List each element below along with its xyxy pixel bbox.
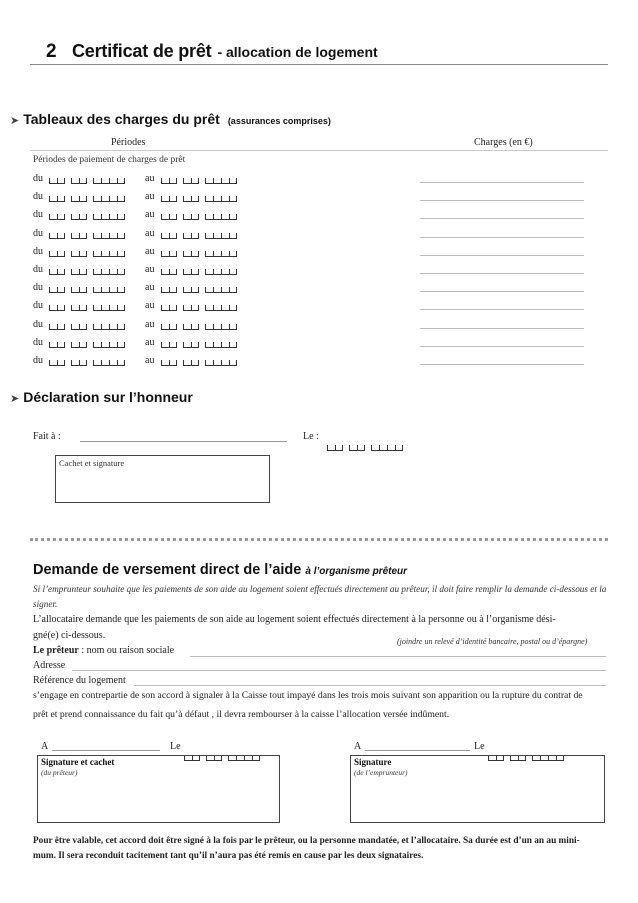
charge-row xyxy=(33,279,243,293)
signature-preteur-box[interactable] xyxy=(37,755,280,823)
charge-amount-field[interactable] xyxy=(420,364,584,365)
to-date-field[interactable] xyxy=(161,319,243,330)
periods-intro: Périodes de paiement de charges de prêt xyxy=(33,155,186,165)
charge-amount-field[interactable] xyxy=(420,328,584,329)
to-date-field[interactable] xyxy=(161,246,243,257)
reference-label: Référence du logement xyxy=(33,675,126,686)
charge-amount-field[interactable] xyxy=(420,218,584,219)
charge-row xyxy=(33,188,243,202)
honneur-date-field[interactable] xyxy=(327,433,409,451)
charge-amount-field[interactable] xyxy=(420,273,584,274)
fait-field[interactable] xyxy=(80,441,287,442)
charge-amount-field[interactable] xyxy=(420,346,584,347)
date-comb[interactable] xyxy=(49,324,131,330)
section-separator xyxy=(30,538,608,541)
to-date-field[interactable] xyxy=(161,282,243,293)
from-label: du xyxy=(33,300,43,311)
to-label: au xyxy=(145,228,155,239)
to-date-field[interactable] xyxy=(161,264,243,275)
charges-title: Tableaux des charges du prêt xyxy=(23,111,220,127)
from-date-field[interactable] xyxy=(49,319,131,330)
date-comb[interactable] xyxy=(161,287,243,293)
charge-row xyxy=(33,170,243,184)
signature-emprunteur-box[interactable] xyxy=(350,755,605,823)
footer-line1: Pour être valable, cet accord doit être signé à la fois par le prêteur, ou la personne mandatée, et l’allocataire. Sa durée est d’un an au mini- xyxy=(33,836,580,846)
from-date-field[interactable] xyxy=(49,209,131,220)
date-comb[interactable] xyxy=(49,360,131,366)
reference-field[interactable] xyxy=(134,685,606,686)
date-comb[interactable] xyxy=(161,251,243,257)
to-label: au xyxy=(145,264,155,275)
to-date-field[interactable] xyxy=(161,191,243,202)
from-date-field[interactable] xyxy=(49,246,131,257)
charge-amount-field[interactable] xyxy=(420,255,584,256)
date-comb[interactable] xyxy=(161,214,243,220)
from-date-field[interactable] xyxy=(49,228,131,239)
footer-line2: mum. Il sera reconduit tacitement tant qu’il n’aura pas été remis en cause par les deux signataires. xyxy=(33,851,424,861)
from-date-field[interactable] xyxy=(49,191,131,202)
sig-right-title: Signature xyxy=(354,757,392,767)
versement-intro: Si l’emprunteur souhaite que les paiements de son aide au logement soient effectués directement au prêteur, il doit faire remplir la demande ci-dessous et la signer. xyxy=(33,584,607,609)
date-comb[interactable] xyxy=(161,324,243,330)
charge-row xyxy=(33,206,243,220)
para1-line2: gné(e) ci-dessous. xyxy=(33,630,106,641)
date-comb[interactable] xyxy=(49,196,131,202)
from-label: du xyxy=(33,337,43,348)
page-title: Certificat de prêt xyxy=(72,41,212,61)
charges-note: (assurances comprises) xyxy=(227,116,331,126)
date-comb[interactable] xyxy=(327,445,409,451)
preteur-label-bold: Le prêteur xyxy=(33,645,79,656)
honneur-title: Déclaration sur l’honneur xyxy=(23,389,193,405)
col-charges-header: Charges (en €) xyxy=(474,137,533,148)
right-arrow-icon: ➤ xyxy=(10,114,20,127)
charge-row xyxy=(33,261,243,275)
from-date-field[interactable] xyxy=(49,264,131,275)
charge-amount-field[interactable] xyxy=(420,291,584,292)
cachet-label: Cachet et signature xyxy=(59,458,125,468)
versement-title-suffix: à l’organisme prêteur xyxy=(305,566,408,577)
charge-amount-field[interactable] xyxy=(420,200,584,201)
from-label: du xyxy=(33,173,43,184)
to-date-field[interactable] xyxy=(161,355,243,366)
preteur-field[interactable] xyxy=(190,656,606,657)
preteur-label xyxy=(33,645,174,656)
from-label: du xyxy=(33,264,43,275)
from-label: du xyxy=(33,191,43,202)
versement-title: Demande de versement direct de l’aide xyxy=(33,562,302,578)
table-header-rule xyxy=(30,150,608,151)
to-date-field[interactable] xyxy=(161,337,243,348)
engage-line1: s’engage en contrepartie de son accord à signaler à la Caisse tout impayé dans les trois mois suivant son apparition ou la rupture du contrat de xyxy=(33,690,583,701)
date-comb[interactable] xyxy=(49,269,131,275)
right-le-label: Le xyxy=(474,741,485,752)
sig-right-sub: (de l’emprunteur) xyxy=(354,768,408,777)
from-date-field[interactable] xyxy=(49,173,131,184)
para1-line1: L’allocataire demande que les paiements de son aide au logement soient effectués directement à la personne ou à l’organisme dési- xyxy=(33,614,556,625)
date-comb[interactable] xyxy=(161,342,243,348)
header-rule xyxy=(30,64,608,65)
page-heading xyxy=(72,41,378,62)
to-date-field[interactable] xyxy=(161,228,243,239)
date-comb[interactable] xyxy=(161,360,243,366)
to-date-field[interactable] xyxy=(161,300,243,311)
from-label: du xyxy=(33,355,43,366)
preteur-label-rest: : nom ou raison sociale xyxy=(78,645,175,656)
from-label: du xyxy=(33,228,43,239)
right-a-field[interactable] xyxy=(365,750,470,751)
left-a-label: A xyxy=(41,741,49,752)
to-date-field[interactable] xyxy=(161,173,243,184)
charge-row xyxy=(33,243,243,257)
col-periods-header: Périodes xyxy=(111,137,146,148)
charge-amount-field[interactable] xyxy=(420,309,584,310)
honneur-heading xyxy=(10,389,193,405)
date-comb[interactable] xyxy=(49,233,131,239)
from-label: du xyxy=(33,209,43,220)
to-label: au xyxy=(145,246,155,257)
left-le-label: Le xyxy=(170,741,181,752)
sig-left-sub: (du prêteur) xyxy=(41,768,78,777)
section-number: 2 xyxy=(46,41,57,62)
date-comb[interactable] xyxy=(161,305,243,311)
to-label: au xyxy=(145,300,155,311)
to-label: au xyxy=(145,282,155,293)
charge-row xyxy=(33,316,243,330)
from-date-field[interactable] xyxy=(49,282,131,293)
to-label: au xyxy=(145,209,155,220)
date-comb[interactable] xyxy=(49,305,131,311)
le-label: Le : xyxy=(303,431,319,442)
from-date-field[interactable] xyxy=(49,355,131,366)
from-label: du xyxy=(33,282,43,293)
date-comb[interactable] xyxy=(49,287,131,293)
charge-row xyxy=(33,297,243,311)
date-comb[interactable] xyxy=(49,214,131,220)
joindre-note: (joindre un relevé d’identité bancaire, postal ou d’épargne) xyxy=(397,637,588,646)
date-comb[interactable] xyxy=(49,342,131,348)
to-label: au xyxy=(145,173,155,184)
to-label: au xyxy=(145,337,155,348)
fait-label: Fait à : xyxy=(33,431,61,442)
date-comb[interactable] xyxy=(161,178,243,184)
date-comb[interactable] xyxy=(49,178,131,184)
from-date-field[interactable] xyxy=(49,300,131,311)
to-label: au xyxy=(145,319,155,330)
right-a-label: A xyxy=(354,741,362,752)
from-date-field[interactable] xyxy=(49,337,131,348)
to-date-field[interactable] xyxy=(161,209,243,220)
from-label: du xyxy=(33,319,43,330)
date-comb[interactable] xyxy=(161,196,243,202)
versement-heading xyxy=(33,562,407,578)
from-label: du xyxy=(33,246,43,257)
charges-heading xyxy=(10,111,331,127)
cachet-signature-box[interactable] xyxy=(55,455,270,503)
adresse-label: Adresse xyxy=(33,660,66,671)
right-arrow-icon: ➤ xyxy=(10,392,20,405)
date-comb[interactable] xyxy=(161,269,243,275)
sig-left-title: Signature et cachet xyxy=(41,757,115,767)
charge-amount-field[interactable] xyxy=(420,237,584,238)
adresse-field[interactable] xyxy=(72,670,606,671)
date-comb[interactable] xyxy=(161,233,243,239)
engage-line2: prêt et prend connaissance du fait qu’à défaut , il devra rembourser à la caisse l’allocation versée indûment. xyxy=(33,709,450,720)
page-subtitle: - allocation de logement xyxy=(217,44,378,60)
charge-row xyxy=(33,225,243,239)
to-label: au xyxy=(145,191,155,202)
charge-row xyxy=(33,334,243,348)
to-label: au xyxy=(145,355,155,366)
charge-row xyxy=(33,352,243,366)
charge-amount-field[interactable] xyxy=(420,182,584,183)
date-comb[interactable] xyxy=(49,251,131,257)
left-a-field[interactable] xyxy=(52,750,160,751)
